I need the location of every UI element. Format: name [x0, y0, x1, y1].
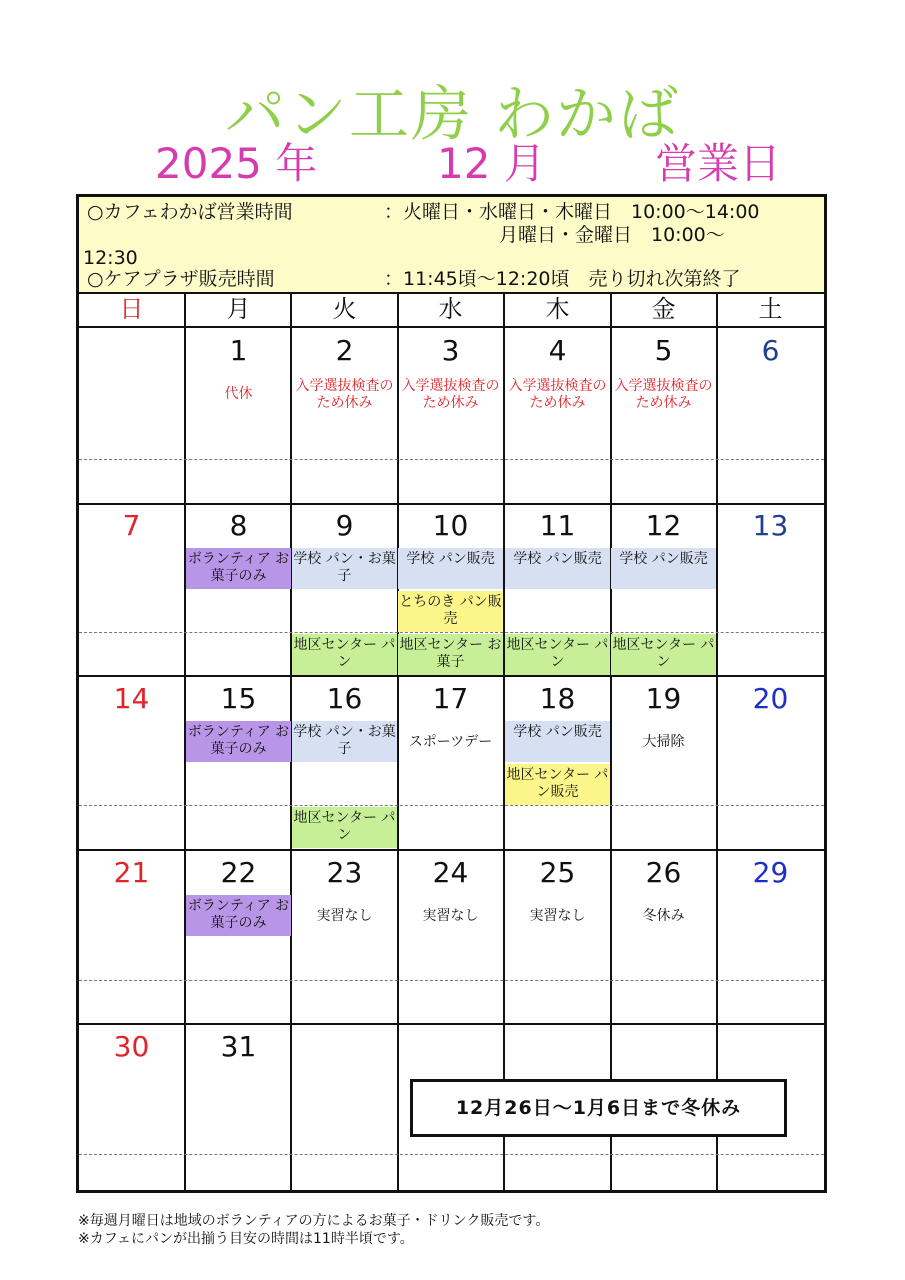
- calendar: [76, 194, 827, 1193]
- day-number: 16: [326, 682, 363, 715]
- event-substitute-holiday: 代休: [224, 386, 253, 402]
- day-number: 7: [122, 509, 141, 542]
- year-label: 2025 年: [155, 139, 318, 188]
- footnote-bread-time: ※カフェにパンが出揃う目安の時間は11時半頃です。: [78, 1231, 414, 1247]
- cafe-hours-times-1: ：火曜日・水曜日・木曜日 10:00～14:00: [384, 201, 760, 223]
- event-winter-break: 冬休み: [642, 908, 685, 924]
- day-number: 13: [752, 509, 789, 542]
- day-number: 19: [645, 682, 682, 715]
- event-school-sale: 学校 パン販売: [398, 548, 503, 589]
- week-separator: [79, 675, 824, 677]
- event-community-center: 地区センター パン: [505, 634, 610, 675]
- weekday-tue: 火: [332, 295, 357, 323]
- weekday-wed: 水: [438, 295, 463, 323]
- day-number: 29: [752, 856, 789, 889]
- cafe-hours-times-2: 月曜日・金曜日 10:00～: [499, 224, 725, 246]
- event-community-center: 地区センター パン: [611, 634, 716, 675]
- day-number: 24: [432, 856, 469, 889]
- winter-break-banner: 12月26日～1月6日まで冬休み: [410, 1079, 787, 1137]
- day-number: 23: [326, 856, 363, 889]
- event-no-practice: 実習なし: [316, 908, 373, 924]
- plaza-hours-times: ：11:45頃～12:20頃 売り切れ次第終了: [384, 268, 741, 290]
- event-no-practice: 実習なし: [422, 908, 479, 924]
- weekday-sat: 土: [758, 295, 783, 323]
- day-number: 10: [432, 509, 469, 542]
- day-number: 9: [335, 509, 354, 542]
- cafe-hours-times-3: 12:30: [83, 247, 138, 269]
- dashed-line: [79, 1154, 824, 1155]
- weekday-thu: 木: [545, 295, 570, 323]
- event-no-practice: 実習なし: [529, 908, 586, 924]
- event-school-sale: 学校 パン販売: [611, 548, 716, 589]
- event-sports-day: スポーツデー: [408, 734, 493, 750]
- day-number: 25: [539, 856, 576, 889]
- dashed-line: [79, 632, 824, 633]
- weekday-sun: 日: [119, 295, 144, 323]
- day-number: 1: [229, 334, 248, 367]
- event-school-sale: 学校 パン販売: [505, 721, 610, 762]
- weekday-header: [79, 292, 824, 328]
- day-number: 2: [335, 334, 354, 367]
- week-separator: [79, 1023, 824, 1025]
- dashed-line: [79, 805, 824, 806]
- day-number: 6: [761, 334, 780, 367]
- dashed-line: [79, 459, 824, 460]
- day-number: 4: [548, 334, 567, 367]
- weekday-mon: 月: [226, 295, 251, 323]
- day-number: 5: [654, 334, 673, 367]
- grid-line: [716, 292, 718, 1193]
- day-number: 26: [645, 856, 682, 889]
- day-number: 20: [752, 682, 789, 715]
- event-closed-exam: 入学選抜検査のため休み: [614, 378, 713, 411]
- cafe-hours-label: ○カフェわかば営業時間: [87, 201, 293, 223]
- event-school-sale: 学校 パン・お菓子: [292, 548, 397, 589]
- plaza-hours-label: ○ケアプラザ販売時間: [87, 268, 275, 290]
- day-number: 21: [113, 856, 150, 889]
- event-volunteer-sweets: ボランティア お菓子のみ: [186, 548, 291, 589]
- event-community-center: 地区センター パン: [292, 807, 397, 848]
- week-separator: [79, 503, 824, 505]
- day-number: 22: [220, 856, 257, 889]
- hours-info: [79, 197, 824, 294]
- event-volunteer-sweets: ボランティア お菓子のみ: [186, 721, 291, 762]
- event-closed-exam: 入学選抜検査のため休み: [295, 378, 394, 411]
- day-number: 31: [220, 1030, 257, 1063]
- day-number: 3: [441, 334, 460, 367]
- event-tochinoki-sale: とちのき パン販売: [398, 591, 503, 632]
- event-community-center: 地区センター パン: [292, 634, 397, 675]
- month-label: 12 月: [437, 139, 546, 188]
- day-number: 30: [113, 1030, 150, 1063]
- weekday-fri: 金: [651, 295, 676, 323]
- business-days-label: 営業日: [655, 139, 782, 188]
- day-number: 18: [539, 682, 576, 715]
- day-number: 11: [539, 509, 576, 542]
- day-number: 17: [432, 682, 469, 715]
- event-volunteer-sweets: ボランティア お菓子のみ: [186, 895, 291, 936]
- event-community-center: 地区センター お菓子: [398, 634, 503, 675]
- day-number: 14: [113, 682, 150, 715]
- event-community-center-yellow: 地区センター パン販売: [505, 764, 610, 805]
- footnote-volunteer: ※毎週月曜日は地域のボランティアの方によるお菓子・ドリンク販売です。: [78, 1213, 550, 1229]
- event-cleaning: 大掃除: [642, 734, 685, 750]
- event-closed-exam: 入学選抜検査のため休み: [508, 378, 607, 411]
- dashed-line: [79, 980, 824, 981]
- day-number: 15: [220, 682, 257, 715]
- shop-title: パン工房 わかば: [224, 80, 681, 150]
- day-number: 12: [645, 509, 682, 542]
- event-closed-exam: 入学選抜検査のため休み: [401, 378, 500, 411]
- day-number: [79, 331, 184, 371]
- event-school-sale: 学校 パン・お菓子: [292, 721, 397, 762]
- day-number: 8: [229, 509, 248, 542]
- week-separator: [79, 849, 824, 851]
- event-school-sale: 学校 パン販売: [505, 548, 610, 589]
